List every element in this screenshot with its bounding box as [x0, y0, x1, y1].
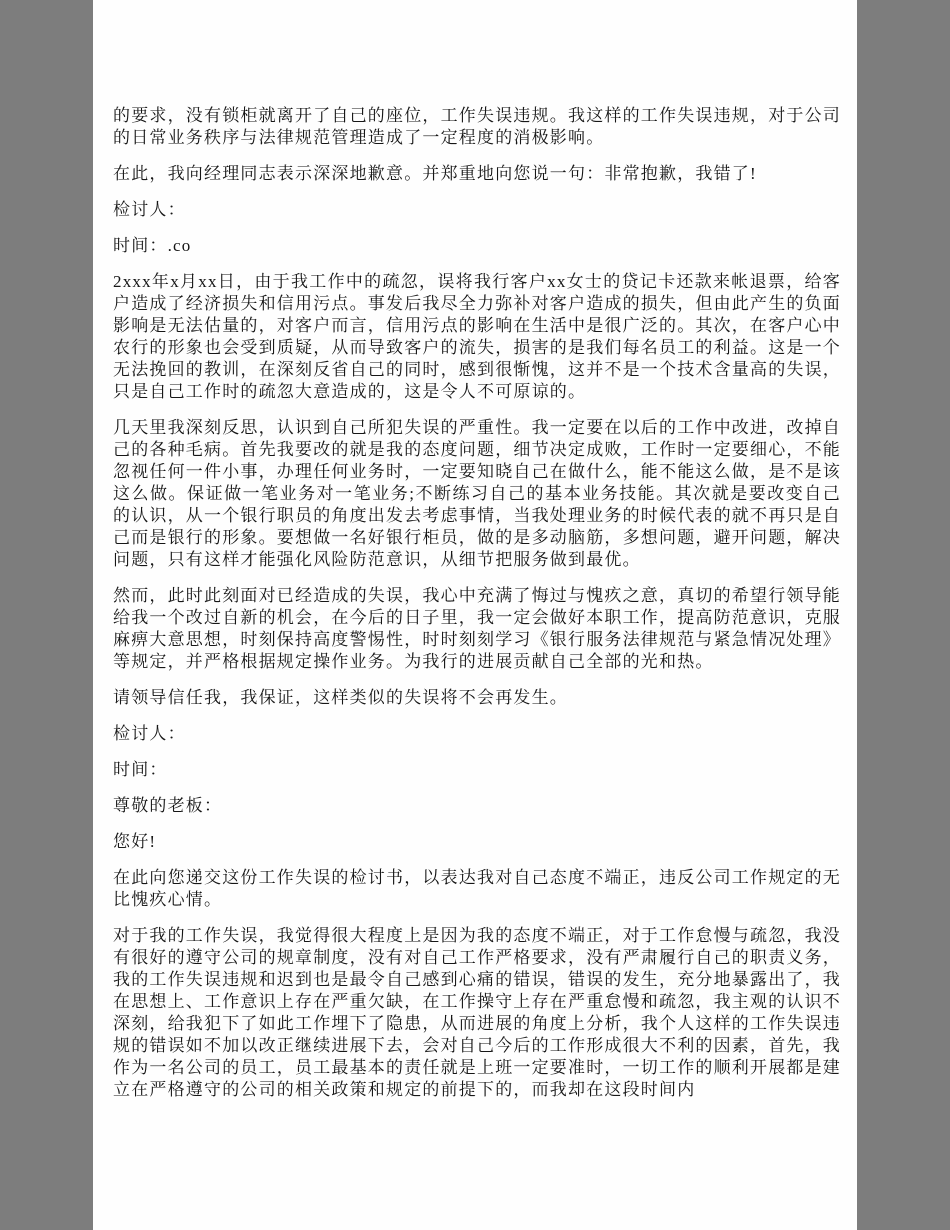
reflection-paragraph: 几天里我深刻反思，认识到自己所犯失误的严重性。我一定要在以后的工作中改进，改掉自己的各种毛病。首先我要改的就是我的态度问题，细节决定成败，工作时一定要细心，不能忽视任何一件小事，办理任何业务时，一定要知晓自己在做什么，能不能这么做，是不是该这么做。保证做一笔业务对一笔业务;不断练习自己的基本业务技能。其次就是要改变自己的认识，从一个银行职员的角度出发去考虑事情，当我处理业务的时候代表的就不再只是自己而是银行的形象。要想做一名好银行柜员，做的是多动脑筋，多想问题，避开问题，解决问题，只有这样才能强化风险防范意识，从细节把服务做到最优。	[113, 418, 841, 569]
reviewer-label: 检讨人：	[113, 200, 186, 219]
promise-paragraph: 然而，此时此刻面对已经造成的失误，我心中充满了悔过与愧疚之意，真切的希望行领导能给我一个改过自新的机会，在今后的日子里，我一定会做好本职工作，提高防范意识，克服麻痹大意思想，时刻保持高度警惕性，时时刻刻学习《银行服务法律规范与紧急情况处理》等规定，并严格根据规定操作业务。为我行的进展贡献自己全部的光和热。	[113, 586, 841, 671]
incident-paragraph: 2xxx年x月xx日，由于我工作中的疏忽，误将我行客户xx女士的贷记卡还款来帐退票，给客户造成了经济损失和信用污点。事发后我尽全力弥补对客户造成的损失，但由此产生的负面影响是无法估量的，对客户而言，信用污点的影响在生活中是很广泛的。其次，在客户心中农行的形象也会受到质疑，从而导致客户的流失，损害的是我们每名员工的利益。这是一个无法挽回的教训，在深刻反省自己的同时，感到很惭愧，这并不是一个技术含量高的失误，只是自己工作时的疏忽大意造成的，这是令人不可原谅的。	[113, 272, 841, 401]
apology-statement: 在此，我向经理同志表示深深地歉意。并郑重地向您说一句：非常抱歉，我错了!	[113, 164, 757, 183]
paragraph-continuation: 的要求，没有锁柜就离开了自己的座位，工作失误违规。我这样的工作失误违规，对于公司的日常业务秩序与法律规范管理造成了一定程度的消极影响。	[113, 106, 841, 147]
date-label: 时间：.co	[113, 236, 192, 255]
assurance-line: 请领导信任我，我保证，这样类似的失误将不会再发生。	[113, 688, 568, 707]
document-body	[113, 105, 841, 1101]
self-analysis-paragraph: 对于我的工作失误，我觉得很大程度上是因为我的态度不端正，对于工作怠慢与疏忽，我没有很好的遵守公司的规章制度，没有对自己工作严格要求，没有严肃履行自己的职责义务，我的工作失误违规和迟到也是最令自己感到心痛的错误，错误的发生，充分地暴露出了，我在思想上、工作意识上存在严重欠缺，在工作操守上存在严重怠慢和疏忽，我主观的认识不深刻，给我犯下了如此工作埋下了隐患，从而进展的角度上分析，我个人这样的工作失误违规的错误如不加以改正继续进展下去，会对自己今后的工作形成很大不利的因素，首先，我作为一名公司的员工，员工最基本的责任就是上班一定要准时，一切工作的顺利开展都是建立在严格遵守的公司的相关政策和规定的前提下的，而我却在这段时间内	[113, 926, 841, 1099]
intro-paragraph: 在此向您递交这份工作失误的检讨书，以表达我对自己态度不端正，违反公司工作规定的无比愧疚心情。	[113, 868, 841, 909]
reviewer-label: 检讨人：	[113, 724, 186, 743]
document-page	[93, 0, 857, 1230]
greeting: 您好!	[113, 832, 157, 851]
date-label: 时间：	[113, 760, 168, 779]
salutation: 尊敬的老板：	[113, 796, 223, 815]
